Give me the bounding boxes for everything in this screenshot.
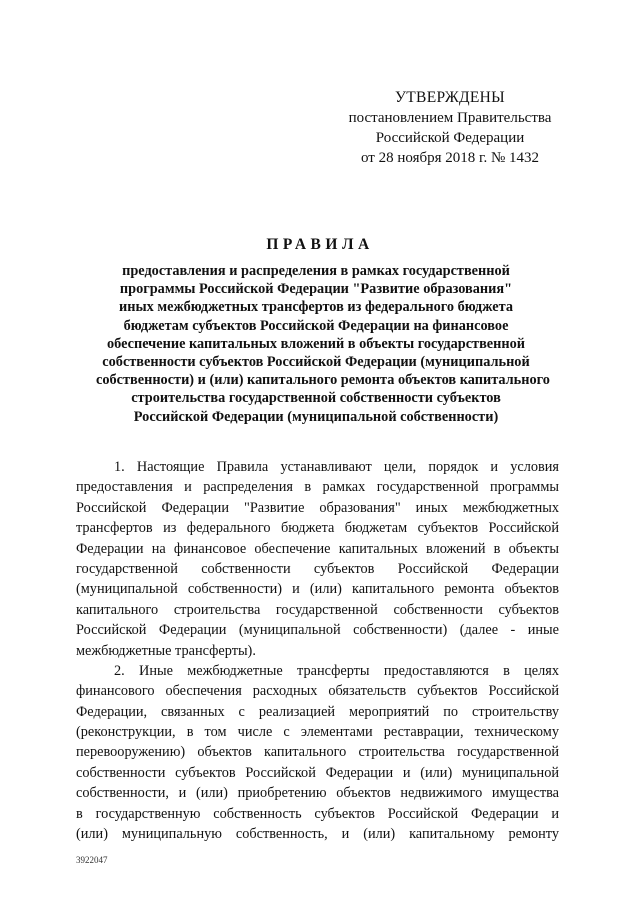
subtitle-line: обеспечение капитальных вложений в объекты государственной [106,335,526,352]
subtitle-line: собственности) и (или) капитального ремонта объектов капитального [96,372,550,389]
subtitle-line: строительства государственной собственности субъектов [131,390,501,407]
paragraph-line: 2. Иные межбюджетные трансферты предоставляются в целях [114,662,559,679]
paragraph-line: межбюджетные трансферты). [76,642,256,659]
paragraph-2 [76,661,559,845]
paragraph-line: трансфертов из федерального бюджета бюджетам субъектов Российской [76,520,559,537]
approval-line: Российской Федерации [375,130,525,146]
subtitle-line: программы Российской Федерации "Развитие образования" [119,281,513,298]
approval-line: постановлением Правительства [348,110,552,126]
document-subtitle [96,262,550,426]
paragraph-line: Российской Федерации (муниципальной собственности) (далее - иные [76,622,559,639]
paragraph-line: перевооружению) объектов капитального строительства государственной [76,744,559,761]
paragraph-line: финансового обеспечения расходных обязательств субъектов Российской [76,683,559,700]
paragraph-line: (или) муниципальную собственность, и (или) капитальному ремонту [76,826,559,843]
subtitle-line: Российской Федерации (муниципальной собственности) [133,408,499,425]
subtitle-line: предоставления и распределения в рамках государственной [122,263,510,279]
approval-line: от 28 ноября 2018 г. № 1432 [360,150,540,166]
subtitle-line: иных межбюджетных трансфертов из федерального бюджета [119,299,513,316]
paragraph-line: 1. Настоящие Правила устанавливают цели, порядок и условия [114,459,559,475]
paragraph-line: собственности, и (или) приобретению объектов недвижимого имущества [76,785,559,802]
approval-block [300,88,600,168]
paragraph-line: собственности субъектов Российской Федерации и (или) муниципальной [76,764,559,781]
document-title: ПРАВИЛА [266,236,374,253]
paragraph-line: Федерации, связанных с реализацией мероприятий по строительству [76,703,559,720]
approval-heading: УТВЕРЖДЕНЫ [395,89,505,106]
paragraph-line: государственной собственности субъектов Российской Федерации [76,560,559,577]
document-body [76,457,559,844]
paragraph-line: (муниципальной собственности) и (или) капитального ремонта объектов [76,581,559,598]
paragraph-line: (реконструкции, в том числе с элементами реставрации, техническому [76,724,559,741]
subtitle-line: собственности субъектов Российской Федерации (муниципальной [102,354,530,371]
subtitle-line: бюджетам субъектов Российской Федерации на финансовое [123,317,509,334]
document-id: 3922047 [76,855,108,865]
paragraph-line: в государственную собственность субъектов Российской Федерации и [76,805,559,822]
paragraph-line: капитального строительства государственной собственности субъектов [76,601,559,618]
paragraph-line: Федерации на финансовое обеспечение капитальных вложений в объекты [76,540,559,557]
paragraph-1 [76,457,559,661]
paragraph-line: предоставления и распределения в рамках государственной программы [76,479,559,496]
paragraph-line: Российской Федерации "Развитие образования" иных межбюджетных [76,499,559,516]
